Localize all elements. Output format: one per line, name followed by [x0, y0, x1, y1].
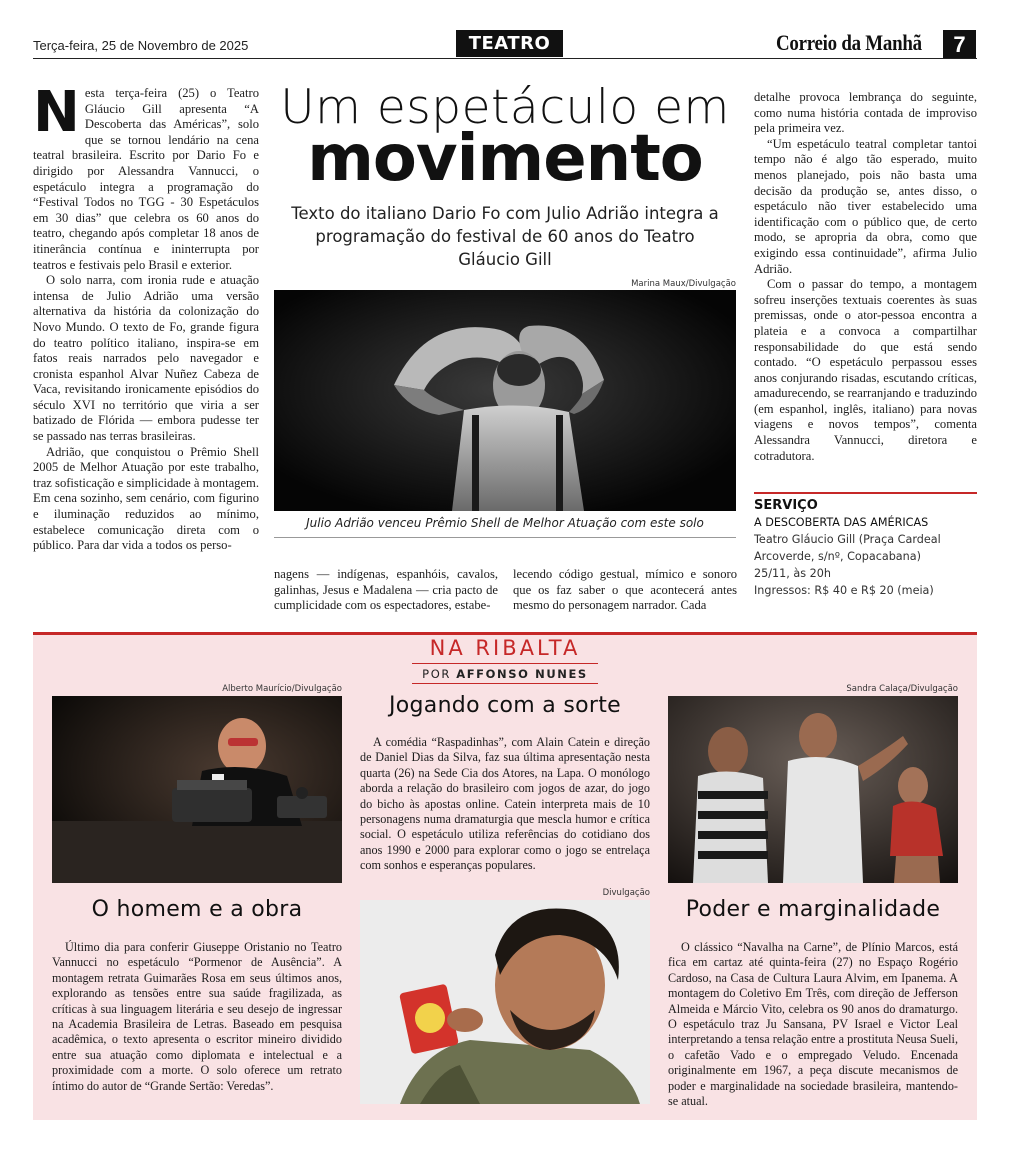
headline-line-1: Um espetáculo em — [280, 80, 730, 135]
servico-title: SERVIÇO — [754, 498, 818, 513]
ribalta-byline — [33, 667, 977, 681]
main-photo — [274, 290, 736, 511]
byline-name: AFFONSO NUNES — [456, 667, 588, 681]
story2-photo-credit: Divulgação — [602, 888, 650, 898]
story1-headline: O homem e a obra — [91, 897, 303, 922]
actor-silhouette-image — [274, 290, 736, 511]
article-paragraph: O solo narra, com ironia rude e atuação intensa de Julio Adrião uma versão alternativa da história da colonização do Novo Mundo. O texto de Fo, grande figura do teatro político italiano, inspira-se em fatos reais narrados pelo navegador e cronista espanhol Alvar Nuñez Cabeza de Vaca, revisitando ironicamente episódios do século XVI no território que viria a ser batizado de Flórida — embora pudesse ter se passado nas terras brasileiras. — [33, 273, 259, 444]
story2-text — [360, 735, 650, 887]
story2-headline: Jogando com a sorte — [388, 693, 622, 718]
actor-portrait-image — [360, 900, 650, 1104]
article-paragraph: detalhe provoca lembrança do seguinte, como numa história contada de improviso pela primeira vez. — [754, 90, 977, 136]
ribalta-rule-bottom — [412, 683, 598, 684]
page-number: 7 — [943, 30, 976, 59]
ribalta-title: NA RIBALTA — [429, 636, 581, 660]
story3-text — [668, 940, 958, 1110]
story1-text — [52, 940, 342, 1110]
newspaper-masthead: Correio da Manhã — [776, 30, 922, 55]
issue-date: Terça-feira, 25 de Novembro de 2025 — [33, 38, 249, 53]
story3-photo — [668, 696, 958, 883]
servico-event: A DESCOBERTA DAS AMÉRICAS — [754, 516, 929, 529]
article-paragraph: “Um espetáculo teatral completar tantoi tempo não é algo tão esperado, muito menos planejado, pois não basta uma decisão da produção se, antes disso, o espetáculo não tiver estabelecido uma identificação com o público que, de certo modo, se apropria da obra, como que exigindo essa continuidade”, afirma Julio Adrião. — [754, 136, 977, 276]
typewriter-scene-image — [52, 696, 342, 883]
servico-venue-1: Teatro Gláucio Gill (Praça Cardeal — [754, 533, 941, 546]
story-paragraph: A comédia “Raspadinhas”, com Alain Catein e direção de Daniel Dias da Silva, faz sua última apresentação nesta quarta (26) na Sede Cia dos Atores, na Lapa. O monólogo aborda a relação do brasileiro com jogos de azar, do jogo do bicho às apostas online. Catein interpreta mais de 10 personagens numa dramaturgia que mescla humor e crítica social. O espetáculo utiliza referências do cotidiano dos anos 1990 e 2000 para explorar como o jogo se entrelaça com sonhos e esperanças populares. — [360, 735, 650, 873]
photo-credit-main: Marina Maux/Divulgação — [631, 279, 736, 289]
ribalta-rule-top — [412, 663, 598, 664]
article-deck: Texto do italiano Dario Fo com Julio Adrião integra a programação do festival de 60 anos do Teatro Gláucio Gill — [291, 204, 719, 269]
stage-scene-image — [668, 696, 958, 883]
article-column-3 — [513, 567, 737, 613]
story3-headline: Poder e marginalidade — [685, 897, 941, 922]
story1-photo-credit: Alberto Maurício/Divulgação — [222, 684, 342, 694]
article-paragraph: nagens — indígenas, espanhóis, cavalos, galinhas, Jesus e Madalena — cria pacto de cumplicidade com os espectadores, estabe- — [274, 567, 498, 613]
article-column-4 — [754, 90, 977, 482]
story1-photo — [52, 696, 342, 883]
article-paragraph: lecendo código gestual, mímico e sonoro que os faz saber o que acontecerá antes mesmo do personagem narrador. Cada — [513, 567, 737, 613]
article-paragraph: Adrião, que conquistou o Prêmio Shell 2005 de Melhor Atuação por este trabalho, traz sofisticação e simplicidade à montagem. Em cena sozinho, sem cenário, com figurino e iluminação reduzidos ao mínimo, estabelece comunicação direta com o público. Para dar vida a todos os perso- — [33, 444, 259, 553]
story-paragraph: Último dia para conferir Giuseppe Oristanio no Teatro Vannucci no espetáculo “Pormenor de Ausência”. A montagem retrata Guimarães Rosa em seus últimos anos, explorando as tensões entre sua saúde fragilizada, as críticas à sua linguagem literária e seu desejo de ingressar na Academia Brasileira de Letras. Baseado em pesquisa acadêmica, o texto apresenta o escritor mineiro dividido entre sua atuação como diplomata e intelectual e a proximidade com a morte. O solo oferece um retrato íntimo do autor de “Grande Sertão: Veredas”. — [52, 940, 342, 1093]
section-label: TEATRO — [456, 30, 563, 57]
servico-rule — [754, 492, 977, 494]
servico-venue-2: Arcoverde, s/nº, Copacabana) — [754, 550, 921, 563]
servico-date: 25/11, às 20h — [754, 567, 831, 580]
article-column-2 — [274, 567, 498, 613]
servico-prices: Ingressos: R$ 40 e R$ 20 (meia) — [754, 584, 934, 597]
caption-rule — [274, 537, 736, 538]
article-paragraph: Com o passar do tempo, a montagem sofreu inserções textuais coerentes às suas premissas, onde o ator-pessoa encontra a plateia e a convoca a compartilhar responsabilidade do que está sendo contado. “O espetáculo perpassou esses anos conjurando risadas, escutando críticas, amadurecendo, se rearranjando e traduzindo (em espanhol, inglês, italiano) para novas viagens e novos tempos”, comenta Alessandra Vannucci, diretora e cotradutora. — [754, 277, 977, 463]
main-photo-caption: Julio Adrião venceu Prêmio Shell de Melhor Atuação com este solo — [306, 516, 704, 530]
header-rule — [33, 58, 977, 59]
story-paragraph: O clássico “Navalha na Carne”, de Plínio Marcos, está fica em cartaz até quinta-feira (27) no Espaço Rogério Cardoso, na Casa de Cultura Laura Alvim, em Ipanema. A montagem do Coletivo Em Três, com direção de Jefferson Almeida e Márcio Vito, celebra os 90 anos do dramaturgo. O espetáculo traz Ju Sansana, PV Israel e Victor Leal interpretando a tensa relação entre a prostituta Neusa Sueli, o cafetão Vado e o empregado Veludo. Encenada originalmente em 1967, a peça discute mecanismos de poder e marginalidade na sociedade brasileira, mantendo-se atual. — [668, 940, 958, 1109]
story2-photo — [360, 900, 650, 1104]
article-paragraph — [33, 80, 259, 273]
headline-line-2: movimento — [307, 122, 703, 196]
article-column-1 — [33, 80, 259, 601]
drop-cap: N — [33, 80, 80, 145]
paragraph-text: esta terça-feira (25) o Teatro Gláucio Gill apresenta “A Descoberta das Américas”, solo que se tornou lendário na cena teatral brasileira. Escrito por Dario Fo e dirigido por Alessandra Vannucci, o espetáculo integra a programação do “Festival Todos no TGG - 30 Espetáculos em 30 dias” que celebra os 60 anos do teatro, chegando após completar 18 anos de itinerância contínua e ininterrupta por teatros e festivais pelo Brasil e exterior. — [33, 86, 259, 272]
byline-prefix: POR — [422, 667, 451, 681]
story3-photo-credit: Sandra Calaça/Divulgação — [846, 684, 958, 694]
